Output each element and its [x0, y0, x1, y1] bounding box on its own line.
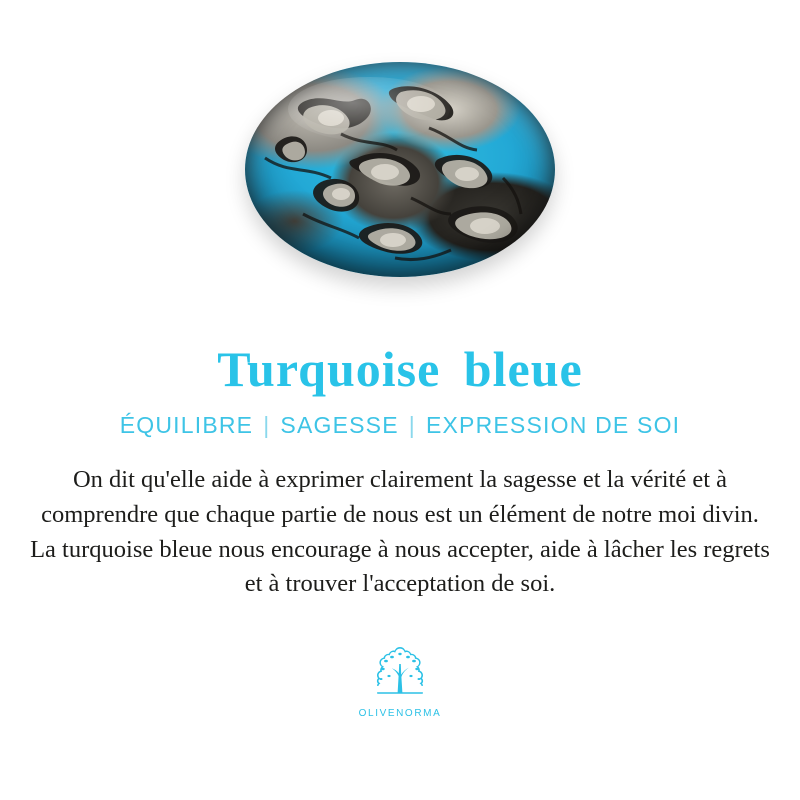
- brand-name: OLIVENORMA: [358, 708, 442, 720]
- keyword-balance: ÉQUILIBRE: [119, 412, 254, 438]
- tree-of-life-icon: [364, 636, 436, 706]
- keyword-self-expression: EXPRESSION DE SOI: [425, 412, 681, 438]
- keyword-list: [120, 412, 681, 439]
- description-text: On dit qu'elle aide à exprimer clairement la sagesse et la vérité et à comprendre que chaque partie de nous est un élément de notre moi divin. La turquoise bleue nous encourage à nous accepter, aide à lâcher les regrets et à trouver l'acceptation de soi.: [30, 466, 770, 598]
- keyword-separator-1: |: [263, 412, 271, 438]
- stone-image-area: [0, 0, 800, 330]
- keyword-wisdom: SAGESSE: [280, 412, 399, 438]
- brand-logo: [359, 636, 442, 719]
- stone-body: [245, 62, 555, 277]
- turquoise-stone-image: [245, 62, 555, 277]
- page-title: Turquoise bleue: [217, 341, 583, 397]
- stone-matrix-veins: [245, 62, 555, 277]
- keyword-separator-2: |: [408, 412, 416, 438]
